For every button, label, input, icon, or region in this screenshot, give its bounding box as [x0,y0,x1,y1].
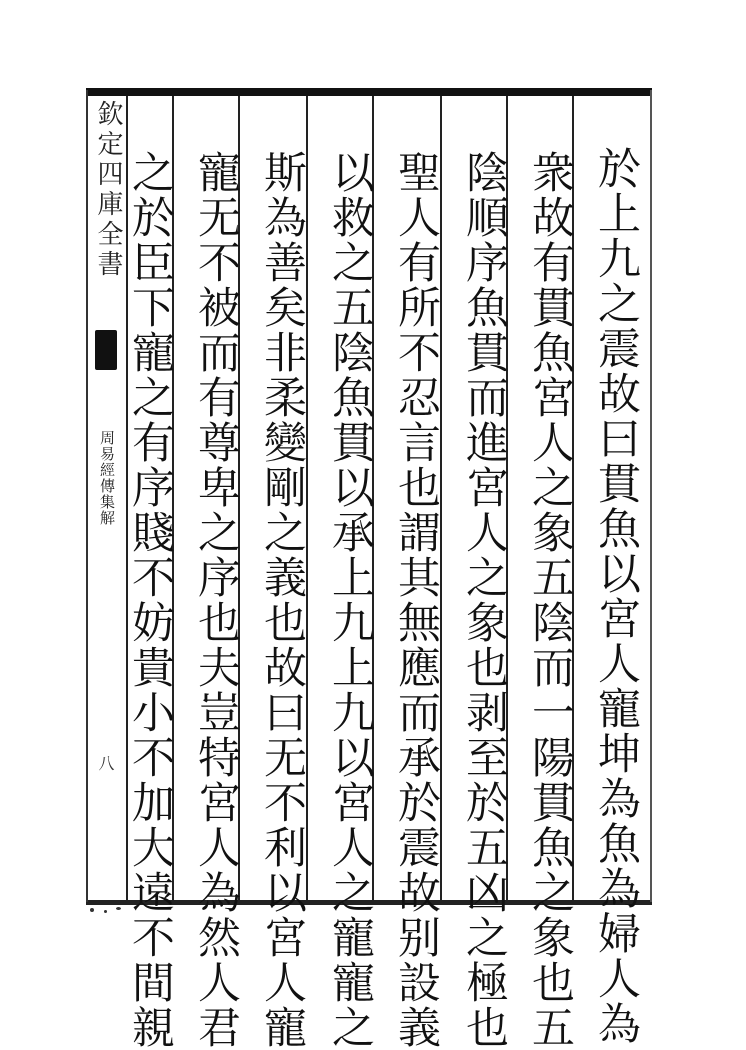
text-column-3: 陰順序魚貫而進宮人之象也剥至於五凶之極也 [459,150,509,1050]
text-column-7: 寵无不被而有尊卑之序也夫豈特宮人為然人君 [191,150,241,1050]
ink-speck [90,908,94,912]
margin-page-number: 八 [96,755,115,771]
text-column-2: 衆故有貫魚宮人之象五陰而一陽貫魚之象也五 [525,150,575,1050]
text-column-5: 以救之五陰魚貫以承上九上九以宮人之寵寵之 [325,150,375,1050]
text-column-1: 於上九之震故曰貫魚以宮人寵坤為魚為婦人為 [591,146,641,1046]
frame-right-border [650,90,652,902]
fish-tail-mark [95,330,117,370]
ink-speck [104,910,107,913]
margin-collection-title: 欽定四庫全書 [93,100,123,280]
ink-speck [116,907,121,910]
frame-top-border [86,88,652,96]
text-column-8: 之於臣下寵之有序賤不妨貴小不加大遠不間親 [125,150,175,1050]
text-column-6: 斯為善矣非柔變剛之義也故曰无不利以宮人寵 [257,150,307,1050]
text-column-4: 聖人有所不忍言也謂其無應而承於震故别設義 [391,150,441,1050]
margin-book-title: 周易經傳集解 [98,430,116,526]
frame-left-border [86,90,88,902]
